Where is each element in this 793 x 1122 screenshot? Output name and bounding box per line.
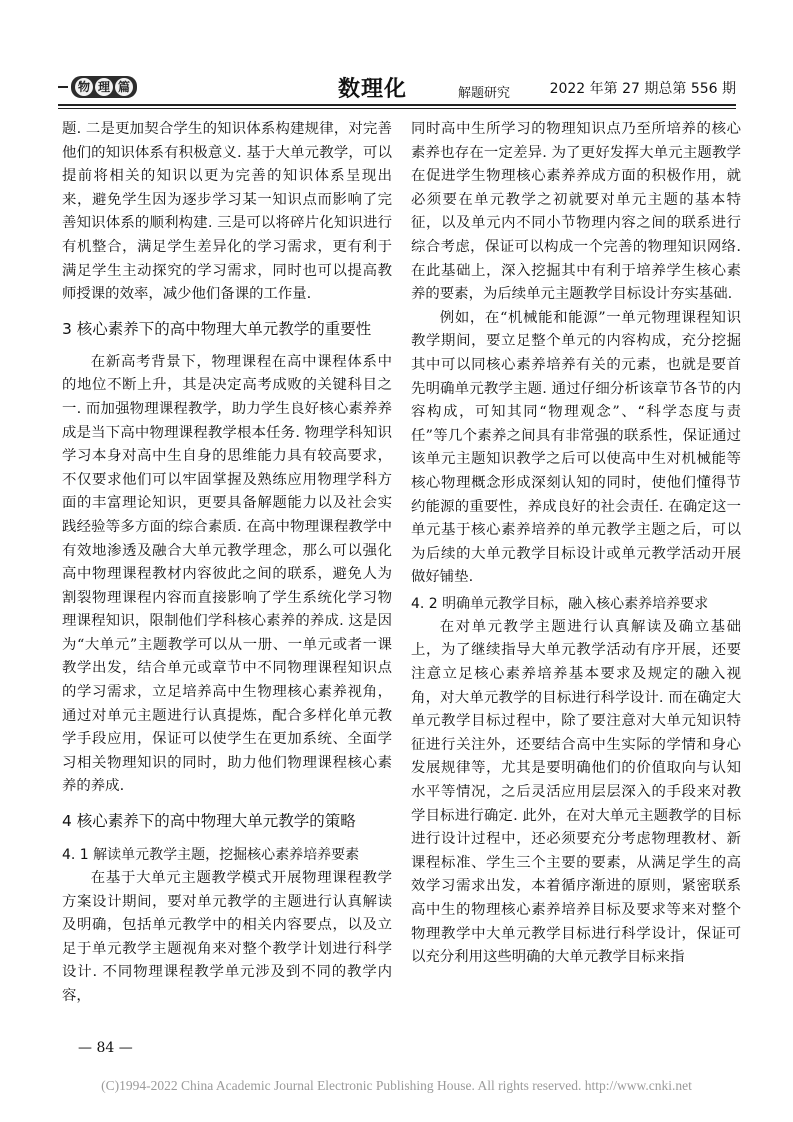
badge-char-3: 篇 xyxy=(115,78,133,96)
paragraph: 在对单元教学主题进行认真解读及确立基础上，为了继续指导大单元教学活动有序开展，还要注意立足核心素养培养基本要求及规定的融入视角，对大单元教学的目标进行科学设计. 而在确定大单元教学目标过程中，除了要注意对大单元知识特征进行关注外，还要结合高中生实际的学情和身心发展规律等，尤其是要明确他们的价值取向与认知水平等情况，之后灵活应用层层深入的手段来对教学目标进行确定. 此外，在对大单元主题教学的目标进行设计过程中，还必须要充分考虑物理教材、新课程标准、学生三个主要的要素，从满足学生的高效学习需求出发，本着循序渐进的原则，紧密联系高中生的物理核心素养培养目标及要求等来对整个物理教学中大单元教学目标进行科学设计，保证可以充分利用这些明确的大单元教学目标来指 xyxy=(411,618,741,966)
badge-pill xyxy=(71,76,137,98)
badge-dash xyxy=(58,86,68,88)
paragraph: 题. 二是更加契合学生的知识体系构建规律，对完善他们的知识体系有积极意义. 基于大单元教学，可以提前将相关的知识以更为完善的知识体系呈现出来，避免学生因为逐步学习某一知识点而影响了完善知识体系的顺利构建. 三是可以将碎片化知识进行有机整合，满足学生差异化的学习需求，更有利于满足学生主动探究的学习需求，同时也可以提高教师授课的效率，减少他们备课的工作量. xyxy=(62,121,392,303)
paragraph: 在新高考背景下，物理课程在高中课程体系中的地位不断上升，其是决定高考成败的关键科目之一. 而加强物理课程教学，助力学生良好核心素养养成是当下高中物理课程教学根本任务. 物理学科知识学习本身对高中生自身的思维能力具有较高要求，不仅要求他们可以牢固掌握及熟练应用物理学科方面的丰富理论知识，更要具备解题能力以及社会实践经验等多方面的综合素质. 在高中物理课程教学中有效地渗透及融合大单元教学理念，那么可以强化高中物理课程教材内容彼此之间的联系，避免人为割裂物理课程内容而直接影响了学生系统化学习物理课程知识，限制他们学科核心素养的养成. 这是因为“大单元”主题教学可以从一册、一单元或者一课教学出发，结合单元或章节中不同物理课程知识点的学习需求，立足培养高中生物理核心素养视角，通过对单元主题进行认真提炼，配合多样化单元教学手段应用，保证可以使学生在更加系统、全面学习相关物理知识的同时，助力他们物理课程核心素养的养成. xyxy=(62,353,392,795)
right-column xyxy=(411,118,741,970)
subsection-heading-4-2: 4. 2 明确单元教学目标，融入核心素养培养要求 xyxy=(411,595,709,612)
page-number: — 84 — xyxy=(78,1040,133,1056)
subsection-heading-4-1: 4. 1 解读单元教学主题，挖掘核心素养培养要素 xyxy=(62,847,360,864)
badge-char-2: 理 xyxy=(95,78,113,96)
header-rule-thick xyxy=(58,104,736,106)
paragraph: 例如，在“机械能和能源”一单元物理课程知识教学期间，要立足整个单元的内容构成，充分挖掘其中可以同核心素养培养有关的元素，也就是要首先明确单元教学主题. 通过仔细分析该章节各节的内容构成，可知其同“物理观念”、“科学态度与责任”等几个素养之间具有非常强的联系性，保证通过该单元主题知识教学之后可以使高中生对机械能等核心物理概念形成深刻认知的同时，使他们懂得节约能源的重要性，养成良好的社会责任. 在确定这一单元基于核心素养培养的单元教学主题之后，可以为后续的大单元教学目标设计或单元教学活动开展做好铺垫. xyxy=(411,309,741,586)
section-heading-4: 4 核心素养下的高中物理大单元教学的策略 xyxy=(62,812,356,831)
journal-title: 数理化 xyxy=(338,77,408,102)
paragraph: 在基于大单元主题教学模式开展物理课程教学方案设计期间，要对单元教学的主题进行认真解读及明确，包括单元教学中的相关内容要点，以及立足于单元教学主题视角来对整个教学计划进行科学设计. 不同物理课程教学单元涉及到不同的教学内容， xyxy=(62,870,392,1004)
badge-char-1: 物 xyxy=(75,78,93,96)
issue-info: 2022 年第 27 期总第 556 期 xyxy=(549,81,736,97)
paragraph: 同时高中生所学习的物理知识点乃至所培养的核心素养也存在一定差异. 为了更好发挥大单元主题教学在促进学生物理核心素养养成方面的积极作用，就必须要在单元教学之初就要对单元主题的基本特征，以及单元内不同小节物理内容之间的联系进行综合考虑，保证可以构成一个完善的物理知识网络. 在此基础上，深入挖掘其中有利于培养学生核心素养的要素，为后续单元主题教学目标设计夯实基础. xyxy=(411,121,741,303)
section-badge xyxy=(58,76,137,98)
left-column xyxy=(62,118,392,1009)
journal-section: 解题研究 xyxy=(458,86,511,101)
page-header xyxy=(58,70,736,104)
copyright-footer: (C)1994-2022 China Academic Journal Electronic Publishing House. All rights reserved. http://www.cnki.net xyxy=(101,1078,692,1093)
header-rule-thin xyxy=(58,108,736,109)
section-heading-3: 3 核心素养下的高中物理大单元教学的重要性 xyxy=(62,319,372,338)
